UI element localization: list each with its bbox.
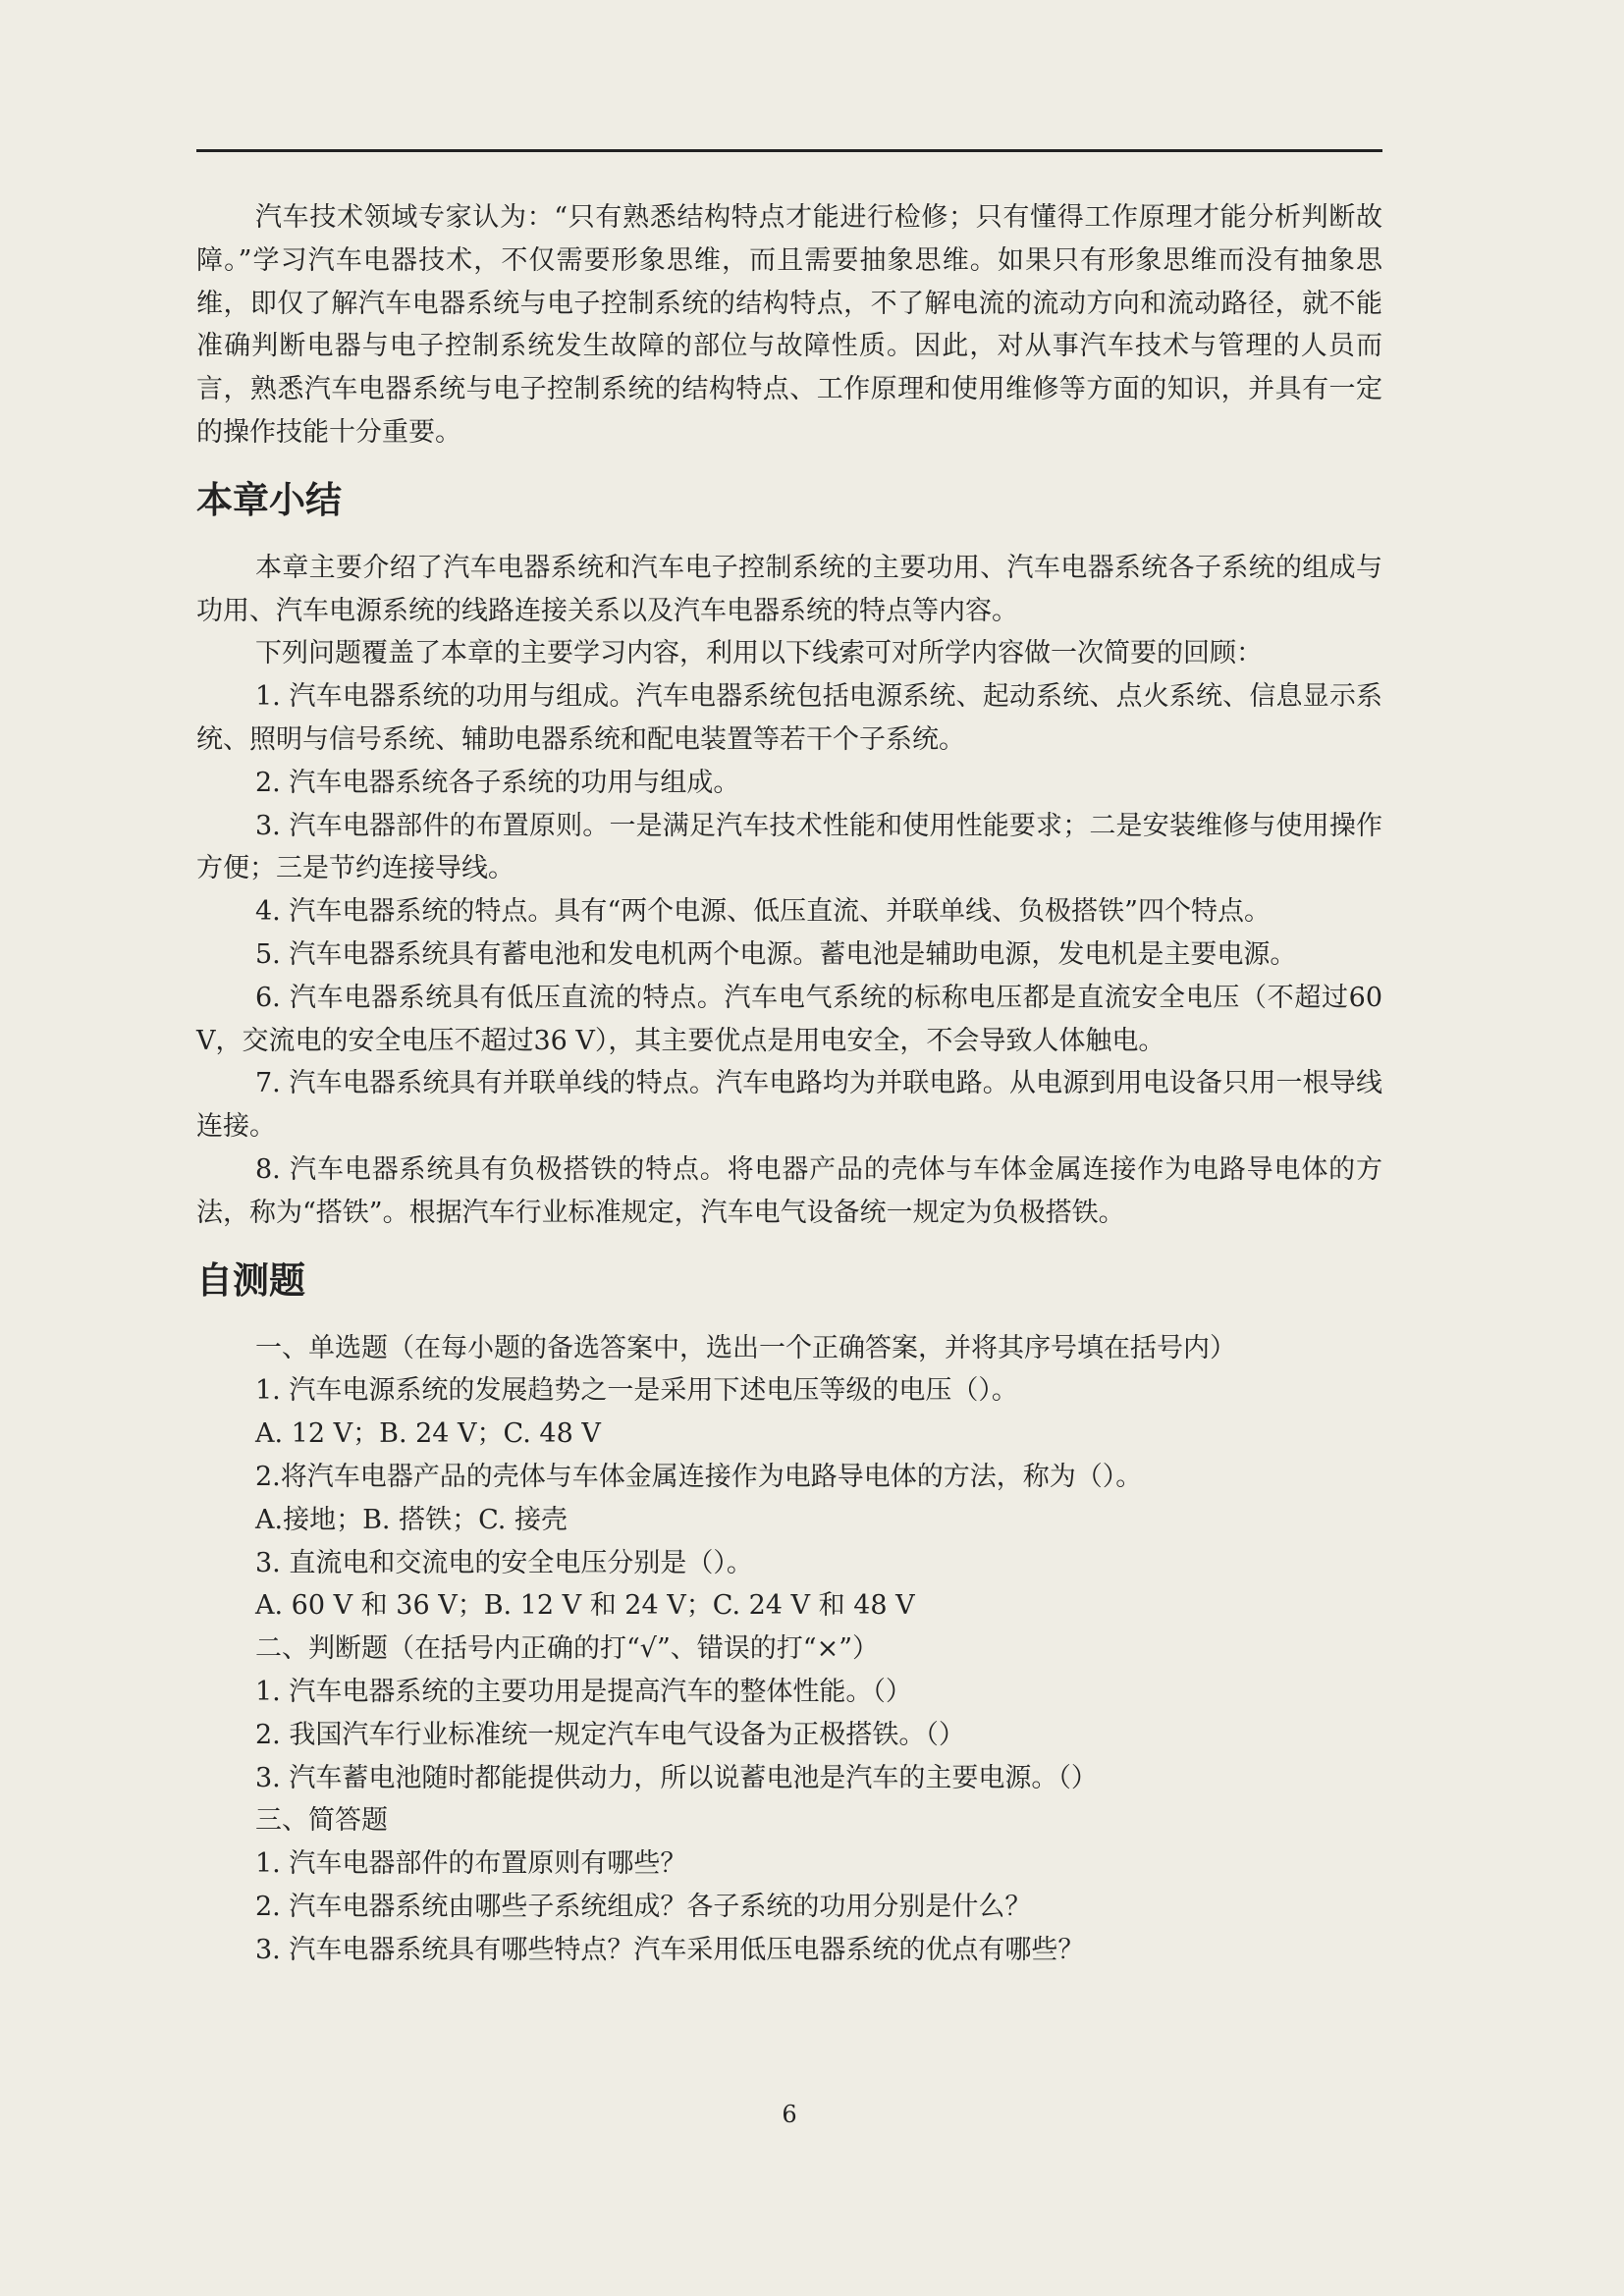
selftest-line: 3. 汽车电器系统具有哪些特点？汽车采用低压电器系统的优点有哪些？ [255,1934,1085,1965]
summary-paragraph: 4. 汽车电器系统的特点。具有“两个电源、低压直流、并联单线、负极搭铁”四个特点。 [255,896,1271,928]
summary-paragraph: 1. 汽车电器系统的功用与组成。汽车电器系统包括电源系统、起动系统、点火系统、信息显示系统、照明与信号系统、辅助电器系统和配电装置等若干个子系统。 [196,681,1382,755]
summary-paragraph: 6. 汽车电器系统具有低压直流的特点。汽车电气系统的标称电压都是直流安全电压（不超过60 V，交流电的安全电压不超过36 V），其主要优点是用电安全，不会导致人体触电。 [196,982,1382,1056]
selftest-line: 1. 汽车电源系统的发展趋势之一是采用下述电压等级的电压（）。 [255,1375,1018,1407]
header-rule [196,149,1382,152]
selftest-line: 3. 直流电和交流电的安全电压分别是（）。 [255,1547,753,1578]
selftest-line: 2.将汽车电器产品的壳体与车体金属连接作为电路导电体的方法，称为（）。 [255,1461,1143,1492]
selftest-line: 一、单选题（在每小题的备选答案中，选出一个正确答案，并将其序号填在括号内） [255,1332,1236,1363]
summary-heading: 本章小结 [196,478,342,521]
selftest-line: A. 60 V 和 36 V；B. 12 V 和 24 V；C. 24 V 和 48 V [255,1590,915,1622]
selftest-line: 1. 汽车电器部件的布置原则有哪些？ [255,1848,687,1880]
selftest-line: 2. 汽车电器系统由哪些子系统组成？各子系统的功用分别是什么？ [255,1891,1032,1922]
page-content [196,196,1382,1971]
selftest-line: 三、简答题 [255,1805,388,1837]
selftest-line: 1. 汽车电器系统的主要功用是提高汽车的整体性能。（） [255,1676,912,1707]
selftest-line: A. 12 V；B. 24 V；C. 48 V [255,1418,601,1450]
summary-paragraph: 8. 汽车电器系统具有负极搭铁的特点。将电器产品的壳体与车体金属连接作为电路导电体的方法，称为“搭铁”。根据汽车行业标准规定，汽车电气设备统一规定为负极搭铁。 [196,1153,1382,1228]
intro-paragraph: 汽车技术领域专家认为：“只有熟悉结构特点才能进行检修；只有懂得工作原理才能分析判断故障。”学习汽车电器技术，不仅需要形象思维，而且需要抽象思维。如果只有形象思维而没有抽象思维，即仅了解汽车电器系统与电子控制系统的结构特点，不了解电流的流动方向和流动路径，就不能准确判断电器与电子控制系统发生故障的部位与故障性质。因此，对从事汽车技术与管理的人员而言，熟悉汽车电器系统与电子控制系统的结构特点、工作原理和使用维修等方面的知识，并具有一定的操作技能十分重要。 [196,202,1382,448]
selftest-heading: 自测题 [196,1258,305,1302]
document-page [196,0,1382,2296]
selftest-line: 3. 汽车蓄电池随时都能提供动力，所以说蓄电池是汽车的主要电源。（） [255,1762,1098,1793]
selftest-line: A.接地；B. 搭铁；C. 接壳 [255,1504,568,1535]
summary-paragraph: 下列问题覆盖了本章的主要学习内容，利用以下线索可对所学内容做一次简要的回顾： [255,638,1263,669]
page-number: 6 [782,2101,797,2128]
summary-paragraph: 3. 汽车电器部件的布置原则。一是满足汽车技术性能和使用性能要求；二是安装维修与使用操作方便；三是节约连接导线。 [196,810,1382,884]
summary-paragraph: 5. 汽车电器系统具有蓄电池和发电机两个电源。蓄电池是辅助电源，发电机是主要电源。 [255,938,1297,970]
summary-paragraph: 本章主要介绍了汽车电器系统和汽车电子控制系统的主要功用、汽车电器系统各子系统的组成与功用、汽车电源系统的线路连接关系以及汽车电器系统的特点等内容。 [196,552,1382,626]
selftest-line: 2. 我国汽车行业标准统一规定汽车电气设备为正极搭铁。（） [255,1719,965,1750]
summary-paragraph: 7. 汽车电器系统具有并联单线的特点。汽车电路均为并联电路。从电源到用电设备只用一根导线连接。 [196,1068,1382,1143]
summary-paragraph: 2. 汽车电器系统各子系统的功用与组成。 [255,767,740,798]
selftest-line: 二、判断题（在括号内正确的打“√”、错误的打“×”） [255,1633,880,1665]
